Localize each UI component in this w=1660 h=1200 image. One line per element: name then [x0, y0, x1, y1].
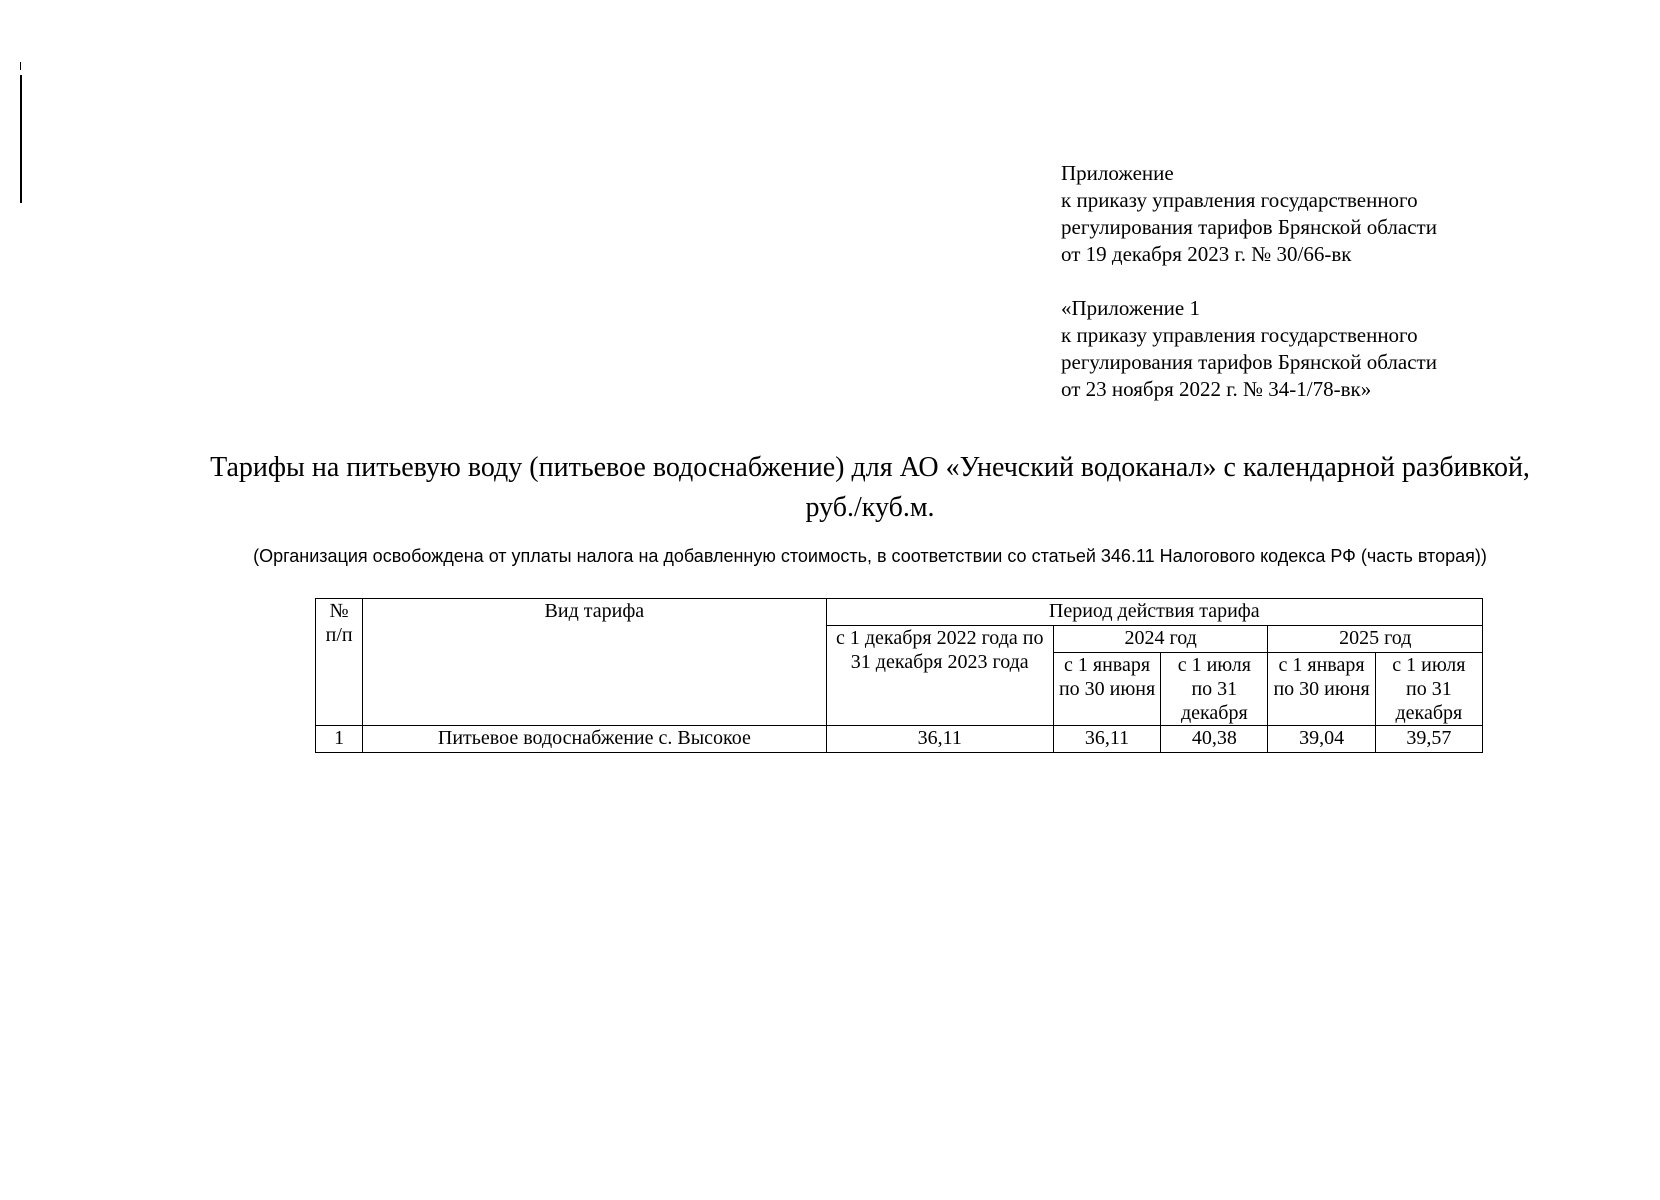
row-2025-h1-value: 39,04: [1268, 726, 1375, 753]
appendix-line: регулирования тарифов Брянской области: [1061, 215, 1437, 239]
appendix-line: к приказу управления государственного: [1061, 188, 1418, 212]
appendix-line: к приказу управления государственного: [1061, 323, 1418, 347]
document-title: [120, 448, 1620, 528]
document-title-line-1: Тарифы на питьевую воду (питьевое водоснабжение) для АО «Унечский водоканал» с календарной разбивкой,: [210, 452, 1530, 483]
row-num: 1: [316, 726, 363, 753]
header-2025-h1: с 1 января по 30 июня: [1268, 653, 1375, 726]
table-row: [316, 726, 1483, 753]
header-base-period: с 1 декабря 2022 года по 31 декабря 2023 года: [826, 626, 1053, 726]
table-header-row: [316, 599, 1483, 626]
header-2024-h2: с 1 июля по 31 декабря: [1161, 653, 1268, 726]
header-period: Период действия тарифа: [826, 599, 1482, 626]
document-title-line-2: руб./куб.м.: [805, 492, 935, 523]
row-2024-h2-value: 40,38: [1161, 726, 1268, 753]
appendix-line: «Приложение 1: [1061, 296, 1200, 320]
row-tariff-type: Питьевое водоснабжение с. Высокое: [363, 726, 826, 753]
row-2025-h2-value: 39,57: [1375, 726, 1482, 753]
appendix-header-current-order: [1061, 160, 1437, 268]
appendix-header-original-order: [1061, 295, 1437, 403]
header-2024-h1: с 1 января по 30 июня: [1053, 653, 1160, 726]
header-num: № п/п: [316, 599, 363, 726]
appendix-line: регулирования тарифов Брянской области: [1061, 350, 1437, 374]
scan-margin-mark: [20, 75, 22, 203]
tariff-table: [315, 598, 1483, 753]
appendix-line: от 19 декабря 2023 г. № 30/66-вк: [1061, 242, 1352, 266]
row-2024-h1-value: 36,11: [1053, 726, 1160, 753]
header-year-2025: 2025 год: [1268, 626, 1483, 653]
row-base-value: 36,11: [826, 726, 1053, 753]
header-year-2024: 2024 год: [1053, 626, 1268, 653]
scan-margin-mark-top: [20, 62, 21, 70]
appendix-line: Приложение: [1061, 161, 1174, 185]
header-tariff-type: Вид тарифа: [363, 599, 826, 726]
appendix-line: от 23 ноября 2022 г. № 34-1/78-вк»: [1061, 377, 1372, 401]
vat-exemption-note: (Организация освобождена от уплаты налога на добавленную стоимость, в соответствии со статьей 346.11 Налогового кодекса РФ (часть вторая)): [253, 546, 1487, 566]
header-2025-h2: с 1 июля по 31 декабря: [1375, 653, 1482, 726]
